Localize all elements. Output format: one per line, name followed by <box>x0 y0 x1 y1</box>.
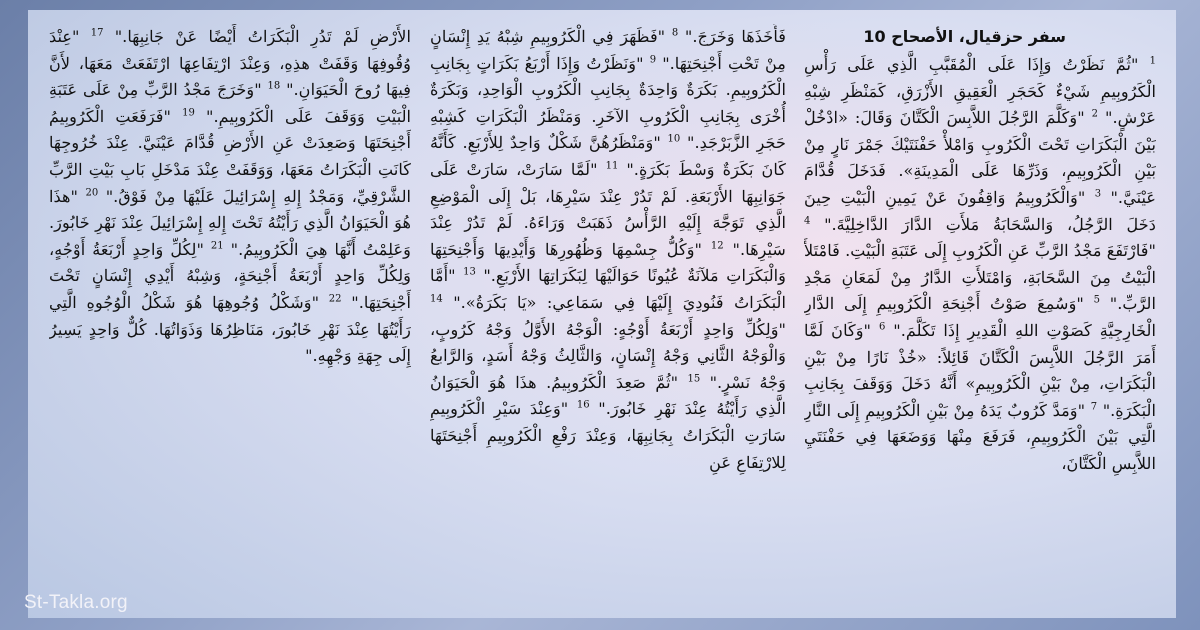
verse-text: "وَمَدَّ كَرُوبٌ يَدَهُ مِنْ بَيْنِ الْكَرُوبِيمِ إِلَى النَّارِ الَّتِي بَيْنَ الْكَرُوبِيمِ، فَرَفَعَ مِنْهَا وَوَضَعَهَا فِي حَفْنَتَيِ اللاَّبِسِ الْكَتَّانَ، <box>804 400 1156 473</box>
column-right <box>804 24 1156 614</box>
verse-number: 15 <box>687 373 701 385</box>
verse-number: 2 <box>1091 108 1099 120</box>
verse <box>678 27 786 46</box>
verse-number: 3 <box>1094 188 1102 200</box>
verse-number: 16 <box>576 399 590 411</box>
verse-number: 18 <box>267 80 281 92</box>
verse-list-left <box>49 27 411 365</box>
verse-list-middle <box>430 27 786 472</box>
verse-text: "وَلِكُلِّ وَاحِدٍ أَرْبَعَةُ أَوْجُهٍ: الْوَجْهُ الأَوَّلُ وَجْهُ كَرُوبٍ، وَالْوَجْهُ الثَّانِي وَجْهُ إِنْسَانٍ، وَالثَّالِثُ وَجْهُ أَسَدٍ، وَالرَّابعُ وَجْهُ نَسْرٍ." <box>430 319 786 392</box>
verse-text: "وَكَانَ لَمَّا أَمَرَ الرَّجُلَ اللاَّبِسَ الْكَتَّانَ قَائِلاً: «خُذْ نَارًا مِنْ بَيْنِ الْبَكَرَاتِ، مِنْ بَيْنِ الْكَرُوبِيمِ» أَنَّهُ دَخَلَ وَوَقَفَ بِجَانِبِ الْبَكَرَةِ." <box>804 320 1156 420</box>
chapter-title: سفر حزقيال، الأصحاح 10 <box>863 27 1066 46</box>
verse-number: 19 <box>182 107 195 119</box>
verse-text: "وَكُلُّ جِسْمِهَا وَظُهُورِهَا وَأَيْدِيهَا وَأَجْنِحَتِهَا وَالْبَكَرَاتِ مَلآنَةٌ عُيُونًا حَوَالَيْهَا لِبَكَرَاتِهَا الأَرْبَعِ." <box>430 239 786 286</box>
verse-number: 5 <box>1093 294 1101 306</box>
site-watermark: St-Takla.org <box>24 592 128 613</box>
verse <box>103 27 411 46</box>
verse-text: "هذَا هُوَ الْحَيَوَانُ الَّذِي رَأَيْتُهُ تَحْتَ إِلهِ إِسْرَائِيلَ عِنْدَ نَهْرِ خَابُورَ. وَعَلِمْتُ أَنَّهَا هِيَ الْكَرُوبِيمُ." <box>49 186 411 259</box>
verse-text: "وَعِنْدَ سَيْرِ الْكَرُوبِيمِ سَارَتِ الْبَكَرَاتُ بِجَانِبِهَا، وَعِنْدَ رَفْعِ الْكَرُوبِيمِ أَجْنِحَتَهَا لِلارْتِفَاعِ عَنِ <box>430 399 786 472</box>
verse-list-right <box>804 55 1156 473</box>
verse-text: "عِنْدَ وُقُوفِهَا وَقَفَتْ هذِهِ، وَعِنْدَ ارْتِفَاعِهَا ارْتَفَعَتْ مَعَهَا، لأَنَّ فِيهَا رُوحَ الْحَيَوَانِ." <box>49 27 411 100</box>
verse-text: "ثُمَّ نَظَرْتُ وَإِذَا عَلَى الْمُقَبَّبِ الَّذِي عَلَى رَأْسِ الْكَرُوبِيمِ شَيْءٌ كَحَجَرِ الْعَقِيقِ الأَزْرَقِ، كَمَنْظَرِ شِبْهِ عَرْشٍ." <box>804 55 1156 128</box>
verse-number: 12 <box>710 240 724 252</box>
verse-text: "فَرَفَعَتِ الْكَرُوبِيمُ أَجْنِحَتَهَا وَصَعِدَتْ عَنِ الأَرْضِ قُدَّامَ عَيْنَيَّ. عِنْدَ خُرُوجِهَا كَانَتِ الْبَكَرَاتُ مَعَهَا، وَوَقَفَتْ عِنْدَ مَدْخَلِ بَابِ بَيْتِ الرَّبِّ الشَّرْقِيِّ، وَمَجْدُ إِلهِ إِسْرَائِيلَ عَلَيْهَا مِنْ فَوْقُ." <box>49 106 411 206</box>
verse-text: "أَمَّا الْبَكَرَاتُ فَنُودِيَ إِلَيْهَا فِي سَمَاعِي: «يَا بَكَرَةُ»." <box>430 266 786 312</box>
verse-text: "وَشَكْلُ وُجُوهِهَا هُوَ شَكْلُ الْوُجُوهِ الَّتِي رَأَيْتُهَا عِنْدَ نَهْرِ خَابُورَ، مَنَاظِرُهَا وَذَوَاتُهَا. كُلٌّ وَاحِدٍ يَسِيرُ إِلَى جِهَةِ وَجْهِهِ." <box>49 292 411 366</box>
verse-number: 14 <box>430 293 443 305</box>
verse-number: 6 <box>878 321 886 333</box>
verse-number: 4 <box>804 215 811 227</box>
verse-text: "وَخَرَجَ مَجْدُ الرَّبِّ مِنْ عَلَى عَتَبَةِ الْبَيْتِ وَوَقَفَ عَلَى الْكَرُوبِيمِ." <box>49 80 411 126</box>
verse-number: 8 <box>671 27 679 39</box>
column-left <box>49 24 411 614</box>
verse-number: 7 <box>1090 401 1098 413</box>
verse-number: 21 <box>210 240 224 252</box>
verse-text: "فَارْتَفَعَ مَجْدُ الرَّبِّ عَنِ الْكَرُوبِ إِلَى عَتَبَةِ الْبَيْتِ. فَامْتَلأَ الْبَيْتُ مِنَ السَّحَابَةِ، وَامْتَلأَتِ الدَّارُ مِنْ لَمَعَانِ مَجْدِ الرَّبِّ." <box>804 241 1156 314</box>
verse-text: "فَظَهَرَ فِي الْكَرُوبِيمِ شِبْهُ يَدِ إِنْسَانٍ مِنْ تَحْتِ أَجْنِحَتِهَا." <box>430 27 786 73</box>
verse-text: "لَمَّا سَارَتْ، سَارَتْ عَلَى جَوَانِبِهَا الأَرْبَعَةِ. لَمْ تَدُرْ عِنْدَ سَيْرِهَا، بَلْ إِلَى الْمَوْضِعِ الَّذِي تَوَجَّهَ إِلَيْهِ الرَّأْسُ ذَهَبَتْ وَرَاءَهُ. لَمْ تَدُرْ عِنْدَ سَيْرِهَا." <box>430 159 786 259</box>
verse-text: الأَرْضِ لَمْ تَدُرِ الْبَكَرَاتُ أَيْضًا عَنْ جَانِبِهَا." <box>114 27 411 46</box>
column-middle <box>430 24 786 614</box>
scripture-card <box>28 10 1176 618</box>
verse-number: 10 <box>667 133 681 145</box>
verse-text: "وَنَظَرْتُ وَإِذَا أَرْبَعُ بَكَرَاتٍ بِجَانِبِ الْكَرُوبِيمِ. بَكَرَةٌ وَاحِدَةٌ بِجَانِبِ الْكَرُوبِ الْوَاحِدِ، وَبَكَرَةٌ أُخْرَى بِجَانِبِ الْكَرُوبِ الآخَرِ. وَمَنْظَرُ الْبَكَرَاتِ كَشِبْهِ حَجَرِ الزَّبَرْجَدِ." <box>430 53 786 153</box>
verse-text: "وَمَنْظَرُهُنَّ شَكْلٌ وَاحِدٌ لِلأَرْبَعِ. كَأَنَّهُ كَانَ بَكَرَةٌ وَسْطَ بَكَرَةٍ." <box>430 133 786 179</box>
verse-number: 1 <box>1149 55 1156 67</box>
verse-text: "لِكُلِّ وَاحِدٍ أَرْبَعَةُ أَوْجُهٍ، وَلِكُلِّ وَاحِدٍ أَرْبَعَةُ أَجْنِحَةٍ، وَشِبْهُ أَيْدِي إِنْسَانٍ تَحْتَ أَجْنِحَتِهَا." <box>49 239 411 312</box>
verse-number: 17 <box>90 27 104 39</box>
verse-text: "وَسُمِعَ صَوْتُ أَجْنِحَةِ الْكَرُوبِيمِ إِلَى الدَّارِ الْخَارِجِيَّةِ كَصَوْتِ اللهِ الْقَدِيرِ إِذَا تَكَلَّمَ." <box>804 294 1156 340</box>
verse-text: "ثُمَّ صَعِدَ الْكَرُوبِيمُ. هذَا هُوَ الْحَيَوَانُ الَّذِي رَأَيْتُهُ عِنْدَ نَهْرِ خَابُورَ." <box>430 372 786 419</box>
verse-number: 9 <box>649 54 657 66</box>
verse-number: 13 <box>463 266 476 278</box>
verse-text: "وَكَلَّمَ الرَّجُلَ اللاَّبِسَ الْكَتَّانَ وَقَالَ: «ادْخُلْ بَيْنَ الْبَكَرَاتِ تَحْتَ الْكَرُوبِ وَامْلأْ حَفْنَتَيْكَ جَمْرَ نَارٍ مِنْ بَيْنِ الْكَرُوبِيمِ، وَذَرِّهَا عَلَى الْمَدِينَةِ». فَدَخَلَ قُدَّامَ عَيْنَيَّ." <box>804 108 1156 207</box>
verse-text: فَأَخَذَهَا وَخَرَجَ." <box>684 27 786 46</box>
verse-number: 11 <box>605 160 619 172</box>
verse-text: "وَالْكَرُوبِيمُ وَاقِفُونَ عَنْ يَمِينِ الْبَيْتِ حِينَ دَخَلَ الرَّجُلُ، وَالسَّحَابَةُ مَلأَتِ الدَّارَ الدَّاخِلِيَّةَ." <box>804 187 1156 234</box>
verse-number: 22 <box>328 293 342 305</box>
verse-number: 20 <box>85 187 99 199</box>
